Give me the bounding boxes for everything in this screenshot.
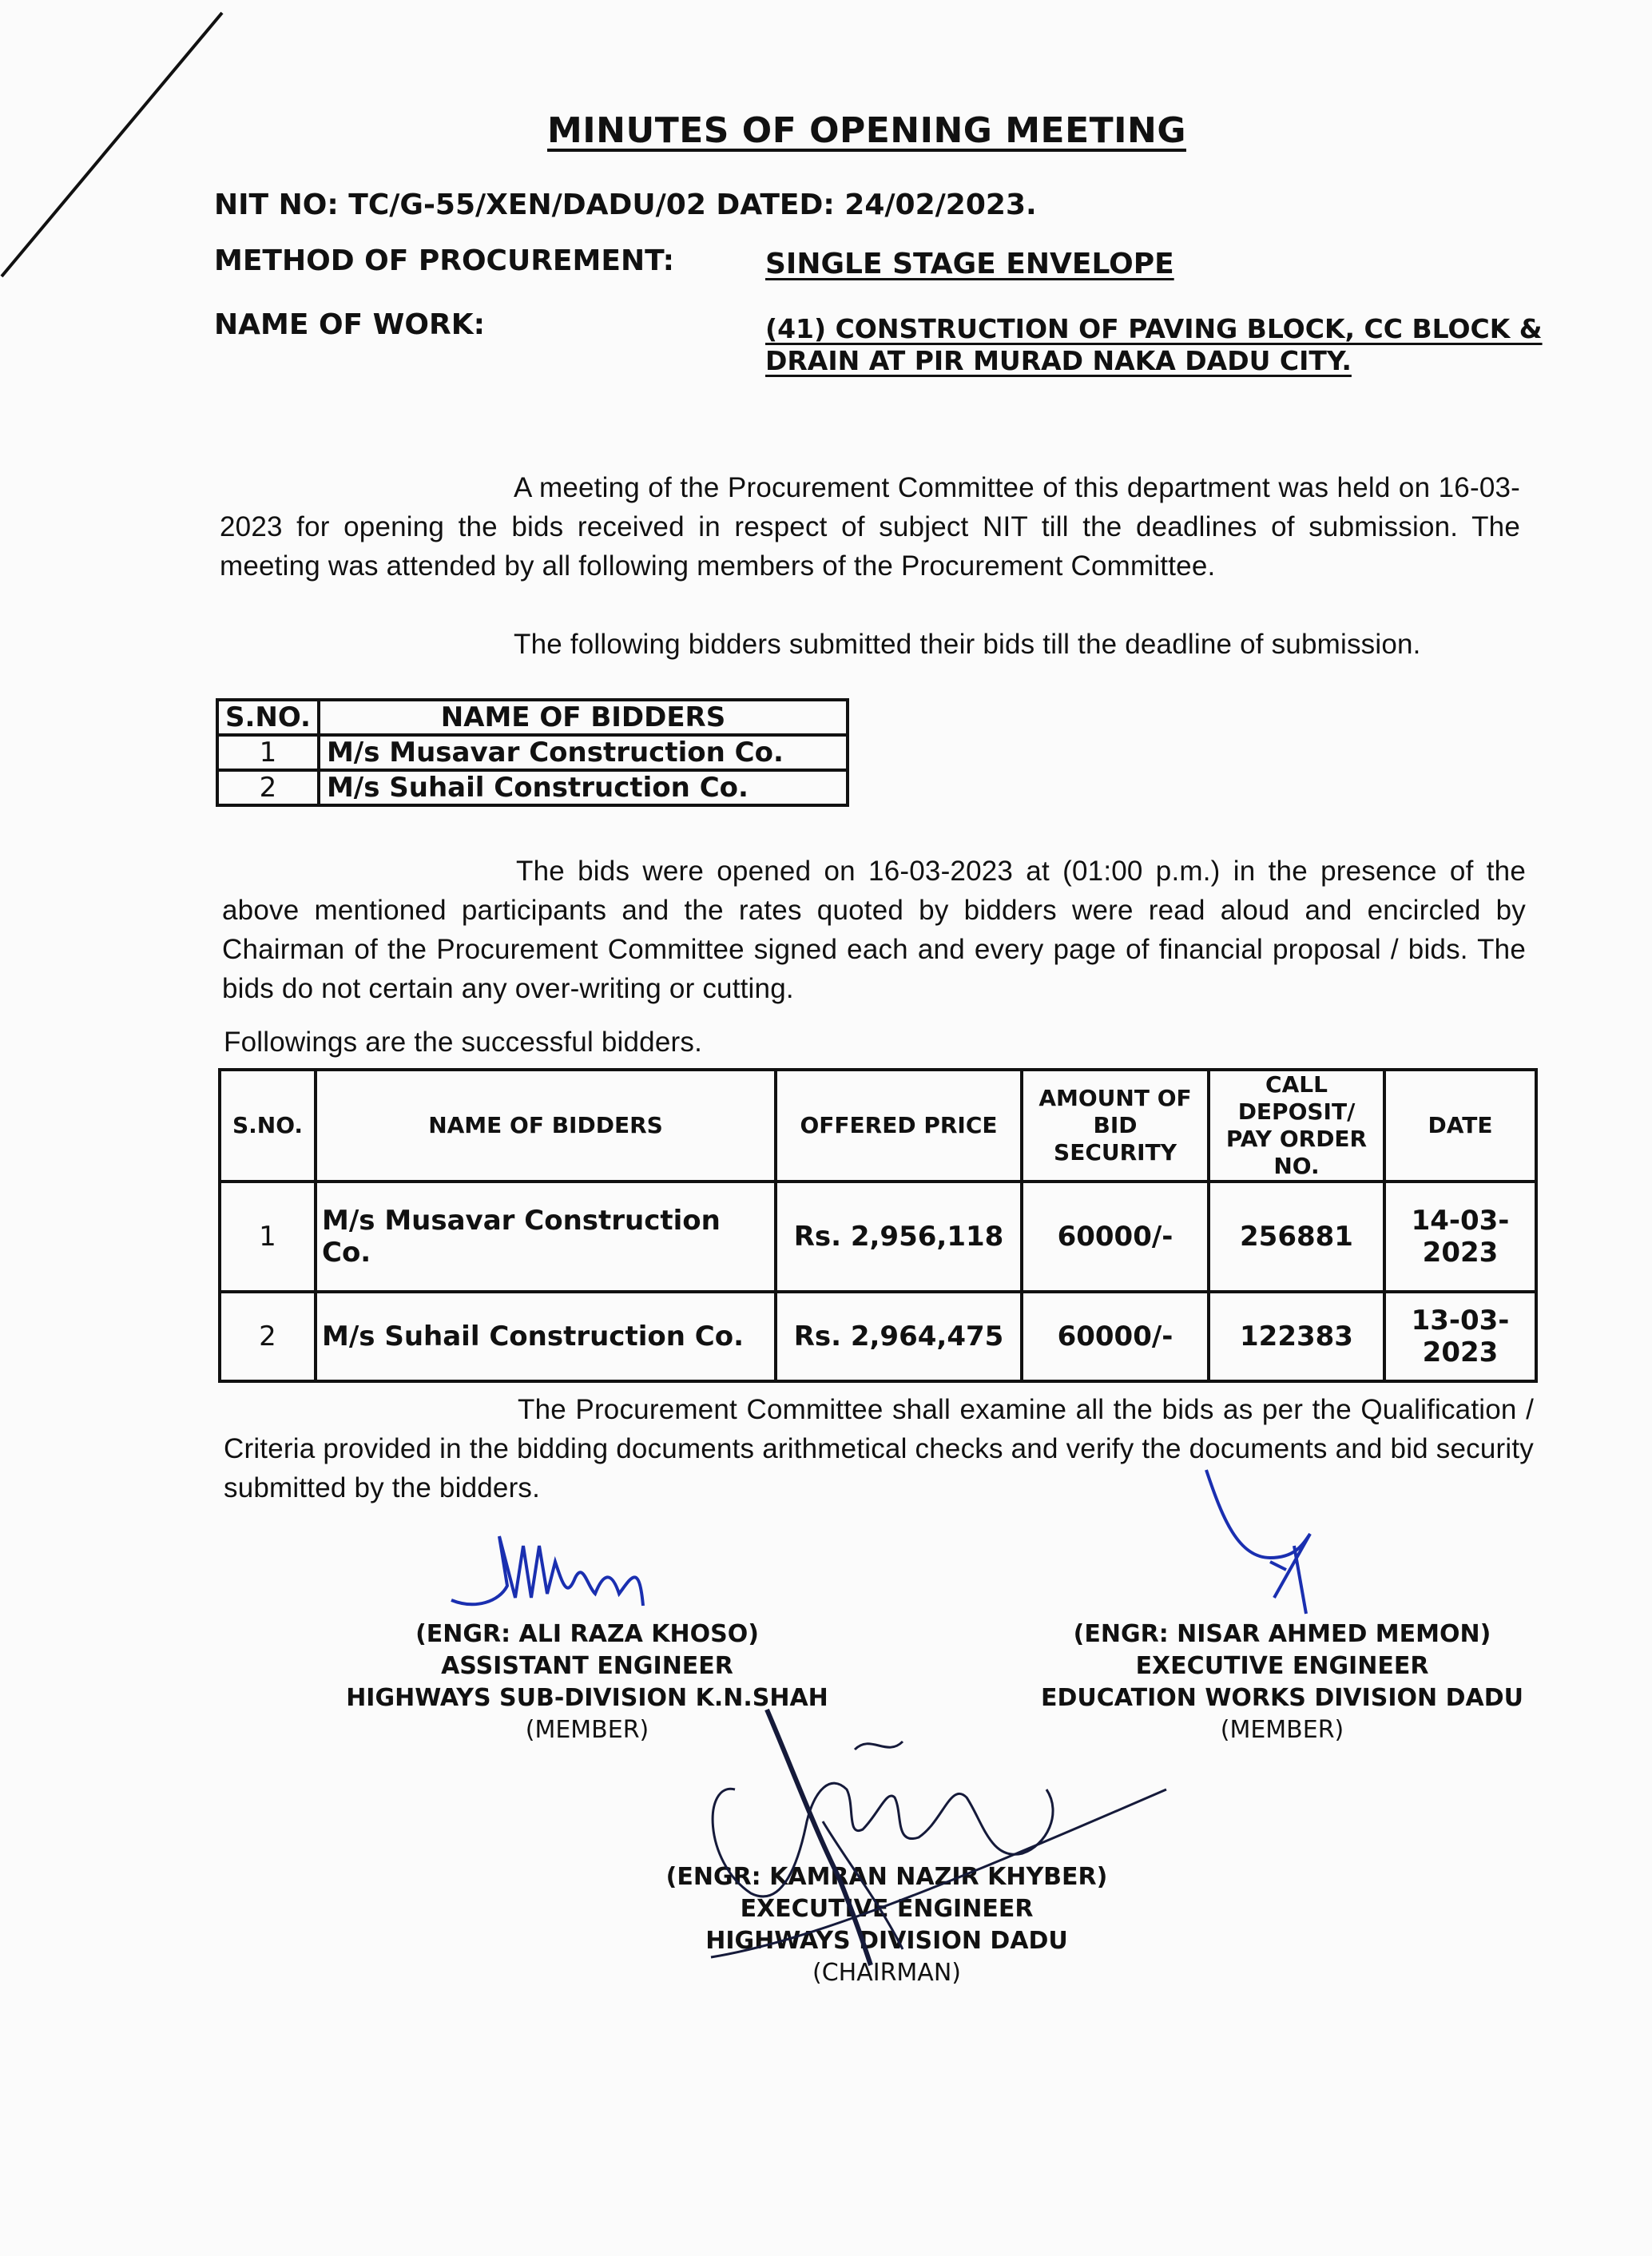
table-row	[220, 1182, 1536, 1292]
signatory-designation: ASSISTANT ENGINEER	[441, 1652, 733, 1680]
signatory-role: (CHAIRMAN)	[812, 1959, 961, 1987]
cell-date: 14-03-2023	[1384, 1182, 1536, 1292]
col-bid-security: AMOUNT OF BID SECURITY	[1022, 1070, 1209, 1182]
cell-bid-security: 60000/-	[1022, 1182, 1209, 1292]
nit-number: NIT NO: TC/G-55/XEN/DADU/02 DATED: 24/02/2023.	[214, 189, 1037, 221]
method-label: METHOD OF PROCUREMENT:	[214, 244, 675, 277]
signatory-designation: EXECUTIVE ENGINEER	[740, 1895, 1034, 1923]
closing-paragraph: The Procurement Committee shall examine all the bids as per the Qualification / Criteria provided in the bidding documents arithmetical checks and verify the documents and bid security submitted by the bidders.	[224, 1394, 1534, 1503]
work-label: NAME OF WORK:	[214, 308, 485, 341]
meeting-paragraph: A meeting of the Procurement Committee of this department was held on 16-03-2023 for opening the bids received in respect of subject NIT till the deadlines of submission. The meeting was attended by all following members of the Procurement Committee.	[220, 472, 1520, 582]
opening-paragraph: The bids were opened on 16-03-2023 at (01:00 p.m.) in the presence of the above mentioned participants and the rates quoted by bidders were read aloud and encircled by Chairman of the Procurement Committee signed each and every page of financial proposal / bids. The bids do not certain any over-writing or cutting.	[222, 856, 1526, 1004]
method-value: SINGLE STAGE ENVELOPE	[765, 248, 1174, 280]
bidders-table	[216, 698, 849, 807]
successful-bidders-table	[218, 1068, 1538, 1383]
cell-name: M/s Suhail Construction Co.	[316, 1292, 776, 1381]
cell-sno: 1	[217, 735, 319, 770]
col-date: DATE	[1384, 1070, 1536, 1182]
cell-offered-price: Rs. 2,956,118	[776, 1182, 1022, 1292]
signatory-office: HIGHWAYS SUB-DIVISION K.N.SHAH	[346, 1684, 828, 1712]
signatory-name: (ENGR: KAMRAN NAZIR KHYBER)	[665, 1863, 1108, 1891]
signature-member-1	[443, 1530, 699, 1618]
col-offered-price: OFFERED PRICE	[776, 1070, 1022, 1182]
cell-name: M/s Musavar Construction Co.	[319, 735, 848, 770]
successful-intro: Followings are the successful bidders.	[224, 1027, 702, 1058]
cell-bid-security: 60000/-	[1022, 1292, 1209, 1381]
signature-chairman	[687, 1702, 1182, 1989]
cell-pay-order: 256881	[1209, 1182, 1384, 1292]
signatory-name: (ENGR: ALI RAZA KHOSO)	[415, 1620, 759, 1648]
col-name: NAME OF BIDDERS	[319, 700, 848, 735]
cell-sno: 2	[220, 1292, 316, 1381]
cell-name: M/s Suhail Construction Co.	[319, 770, 848, 805]
signatory-office: HIGHWAYS DIVISION DADU	[705, 1927, 1068, 1955]
col-sno: S.NO.	[220, 1070, 316, 1182]
cell-sno: 2	[217, 770, 319, 805]
col-name: NAME OF BIDDERS	[316, 1070, 776, 1182]
cell-pay-order: 122383	[1209, 1292, 1384, 1381]
bidders-intro: The following bidders submitted their bids till the deadline of submission.	[514, 629, 1421, 660]
cell-sno: 1	[220, 1182, 316, 1292]
table-row	[220, 1292, 1536, 1381]
table-row	[217, 770, 848, 805]
signatory-name: (ENGR: NISAR AHMED MEMON)	[1073, 1620, 1491, 1648]
cell-offered-price: Rs. 2,964,475	[776, 1292, 1022, 1381]
col-sno: S.NO.	[217, 700, 319, 735]
col-pay-order: CALL DEPOSIT/ PAY ORDER NO.	[1209, 1070, 1384, 1182]
signature-member-2	[1190, 1470, 1350, 1614]
signatory-role: (MEMBER)	[525, 1716, 649, 1744]
work-value-line1: (41) CONSTRUCTION OF PAVING BLOCK, CC BLOCK &	[765, 313, 1543, 344]
signatory-role: (MEMBER)	[1220, 1716, 1344, 1744]
page-title: MINUTES OF OPENING MEETING	[547, 110, 1186, 151]
cell-name: M/s Musavar Construction Co.	[316, 1182, 776, 1292]
work-value-line2: DRAIN AT PIR MURAD NAKA DADU CITY.	[765, 345, 1352, 376]
signatory-designation: EXECUTIVE ENGINEER	[1135, 1652, 1429, 1680]
cell-date: 13-03-2023	[1384, 1292, 1536, 1381]
signatory-office: EDUCATION WORKS DIVISION DADU	[1041, 1684, 1523, 1712]
table-row	[217, 735, 848, 770]
